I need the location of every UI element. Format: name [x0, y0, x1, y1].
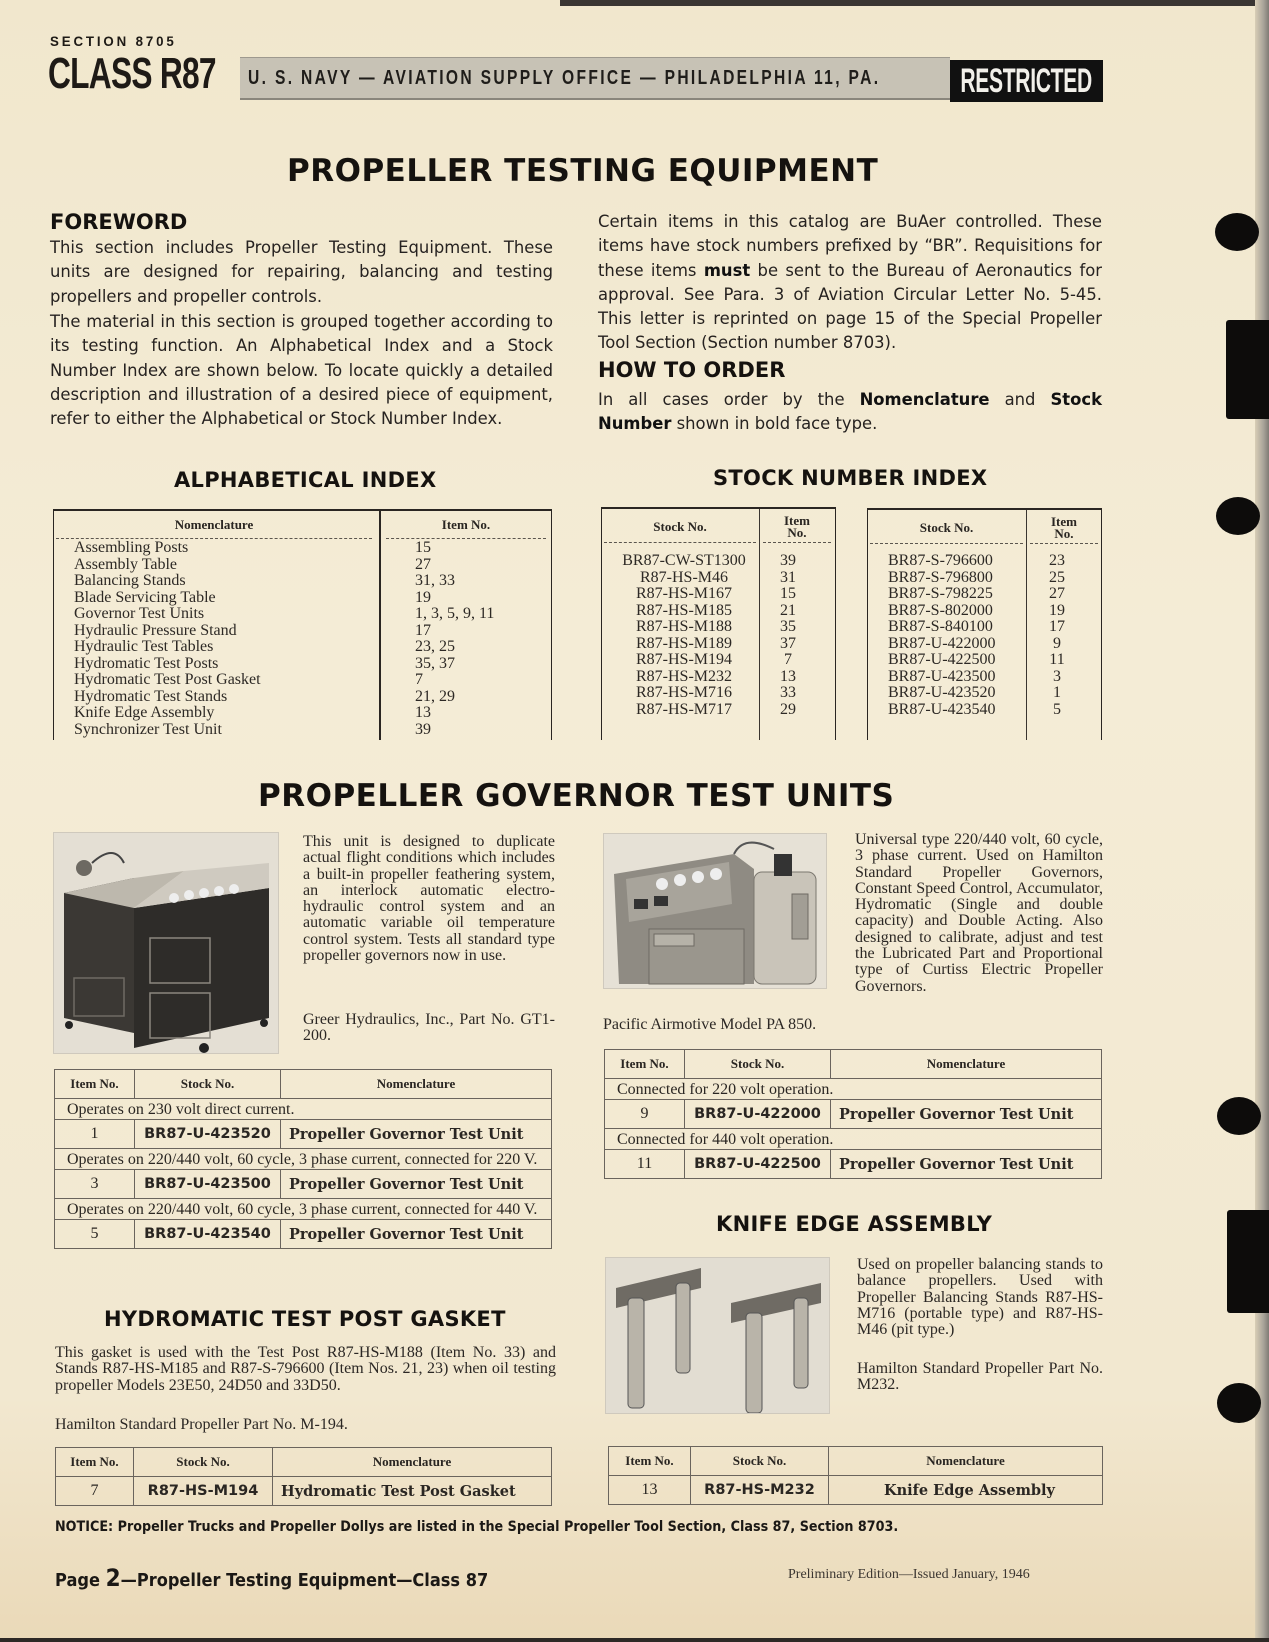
list-item: Assembly Table 27	[74, 555, 431, 573]
restricted-badge	[950, 60, 1103, 102]
table-row: 9 BR87-U-422000 Propeller Governor Test Unit	[605, 1100, 1102, 1129]
table-row: 5 BR87-U-423540 Propeller Governor Test Unit	[55, 1220, 552, 1249]
section-label: SECTION 8705	[50, 33, 177, 49]
col-nomenclature: Nomenclature	[281, 1070, 552, 1099]
gasket-part-number: Hamilton Standard Propeller Part No. M-194.	[55, 1416, 348, 1433]
list-item: R87-HS-M188 35	[635, 618, 796, 635]
col-nomenclature: Nomenclature	[829, 1447, 1103, 1476]
foreword-para-1: This section includes Propeller Testing Equipment. These units are designed for repairing, balancing and testing propellers and propeller controls.	[50, 238, 553, 306]
list-item: R87-HS-M185 21	[635, 601, 796, 619]
stock-col-item: Item No.	[1030, 516, 1098, 544]
stock-col-item: Item No.	[763, 515, 831, 543]
binder-hole-icon	[1216, 497, 1260, 535]
binder-slot-icon	[1227, 1210, 1269, 1313]
pacific-airmotive-photo	[603, 833, 827, 989]
gasket-description: This gasket is used with the Test Post R87-HS-M188 (Item No. 33) and Stands R87-HS-M185 and R87-S-796600 (Item Nos. 21, 23) when oil testing propeller Models 23E50, 24D50 and 33D50.	[55, 1344, 556, 1394]
binder-hole-icon	[1217, 1097, 1261, 1135]
binder-hole-icon	[1215, 213, 1259, 251]
page-number: 2	[105, 1564, 121, 1592]
alphabetical-index-table	[53, 509, 552, 740]
banner-text: U. S. NAVY — AVIATION SUPPLY OFFICE — PHILADELPHIA 11, PA.	[248, 66, 881, 89]
page-title: PROPELLER TESTING EQUIPMENT	[287, 153, 879, 189]
col-stock-no: Stock No.	[685, 1050, 831, 1079]
col-stock-no: Stock No.	[691, 1447, 829, 1476]
pacific-model: Pacific Airmotive Model PA 850.	[603, 1016, 817, 1033]
list-item: BR87-U-423500 3	[888, 667, 1061, 685]
list-item: Hydraulic Test Tables 23, 25	[74, 638, 455, 655]
stock-index-table-right	[867, 508, 1102, 740]
list-item: Assembling Posts 15	[74, 539, 431, 556]
knife-edge-photo	[605, 1257, 830, 1414]
table-row: 11 BR87-U-422500 Propeller Governor Test Unit	[605, 1150, 1102, 1179]
col-item-no: Item No.	[55, 1070, 135, 1099]
gasket-table	[55, 1447, 552, 1506]
list-item: BR87-S-796600 23	[888, 552, 1065, 569]
how-to-order-text: In all cases order by the Nomenclature and Stock Number shown in bold face type.	[598, 390, 1102, 434]
alpha-rows	[74, 540, 494, 738]
list-item: Knife Edge Assembly 13	[74, 704, 431, 721]
list-item: Synchronizer Test Unit 39	[74, 720, 431, 738]
stock-col-stock: Stock No.	[604, 509, 756, 543]
table-row-note: Operates on 220/440 volt, 60 cycle, 3 phase current, connected for 440 V.	[55, 1199, 552, 1220]
table-row: 3 BR87-U-423500 Propeller Governor Test Unit	[55, 1170, 552, 1199]
table-row: 1 BR87-U-423520 Propeller Governor Test Unit	[55, 1120, 552, 1149]
header-banner	[240, 57, 950, 100]
test-bench-illustration-icon	[604, 834, 827, 989]
governor-section-title: PROPELLER GOVERNOR TEST UNITS	[258, 778, 895, 814]
list-item: Hydraulic Pressure Stand 17	[74, 621, 431, 639]
alpha-col-item: Item No.	[386, 517, 546, 539]
stock-rows-right	[888, 553, 1088, 718]
table-row-note: Operates on 220/440 volt, 60 cycle, 3 phase current, connected for 220 V.	[55, 1149, 552, 1170]
notice-text: NOTICE: Propeller Trucks and Propeller Dollys are listed in the Special Propeller Tool Section, Class 87, Section 8703.	[55, 1519, 899, 1535]
knife-edge-title: KNIFE EDGE ASSEMBLY	[716, 1212, 993, 1236]
list-item: BR87-S-840100 17	[888, 618, 1065, 635]
list-item: BR87-U-422500 11	[888, 651, 1065, 668]
col-stock-no: Stock No.	[134, 1448, 273, 1477]
alphabetical-index-title: ALPHABETICAL INDEX	[174, 468, 437, 492]
knife-edge-part-number: Hamilton Standard Propeller Part No. M232.	[857, 1360, 1103, 1394]
must-emphasis: must	[703, 260, 751, 280]
col-nomenclature: Nomenclature	[273, 1448, 552, 1477]
stock-index-title: STOCK NUMBER INDEX	[713, 466, 988, 490]
list-item: R87-HS-M194 7	[635, 651, 792, 668]
foreword-para-2: The material in this section is grouped together according to its testing function. An Alphabetical Index and a Stock Number Index are shown below. To locate quickly a detailed description and illustration of a desired piece of equipment, refer to either the Alphabetical or Stock Number Index.	[50, 312, 553, 429]
knife-edge-illustration-icon	[606, 1258, 830, 1414]
list-item: Balancing Stands 31, 33	[74, 572, 455, 589]
col-item-no: Item No.	[605, 1050, 685, 1079]
binder-slot-icon	[1226, 320, 1269, 419]
binder-hole-icon	[1217, 1383, 1261, 1423]
knife-edge-table	[608, 1446, 1103, 1505]
list-item: BR87-CW-ST1300 39	[622, 552, 796, 569]
footer-page-label: Page 2—Propeller Testing Equipment—Class 87	[55, 1564, 489, 1592]
stock-index-table-left	[601, 507, 836, 740]
list-item: BR87-U-422000 9	[888, 634, 1061, 652]
col-stock-no: Stock No.	[135, 1070, 281, 1099]
gasket-title: HYDROMATIC TEST POST GASKET	[104, 1307, 506, 1331]
list-item: R87-HS-M716 33	[635, 684, 796, 701]
list-item: R87-HS-M717 29	[635, 700, 796, 718]
list-item: Hydromatic Test Posts 35, 37	[74, 654, 455, 672]
list-item: R87-HS-M167 15	[635, 585, 796, 602]
table-row-note: Connected for 440 volt operation.	[605, 1129, 1102, 1150]
list-item: R87-HS-M189 37	[635, 634, 796, 652]
col-item-no: Item No.	[609, 1447, 691, 1476]
pacific-description: Universal type 220/440 volt, 60 cycle, 3 phase current. Used on Hamilton Standard Propeller Governors, Constant Speed Control, Accumulator, Hydromatic (Single and double capacity) and Double Acting. Also designed to calibrate, adjust and test the Lubricated Part and Proportional type of Curtiss Electric Propeller Governors.	[855, 831, 1103, 995]
how-to-order-heading: HOW TO ORDER	[598, 358, 786, 382]
page-bottom-shadow	[0, 1638, 1269, 1642]
foreword-heading: FOREWORD	[50, 210, 188, 234]
stock-col-stock: Stock No.	[870, 510, 1023, 544]
table-row-note: Connected for 220 volt operation.	[605, 1079, 1102, 1100]
list-item: Governor Test Units 1, 3, 5, 9, 11	[74, 605, 495, 622]
buaer-note: Certain items in this catalog are BuAer controlled. These items have stock numbers prefixed by “BR”. Requisitions for these items must be sent to the Bureau of Aeronautics for approval. See Para. 3 of Aviation Circular Letter No. 5-45. This letter is reprinted on page 15 of the Special Propeller Tool Section (Section number 8703).	[598, 212, 1103, 353]
governor-table-right	[604, 1049, 1102, 1179]
list-item: BR87-U-423520 1	[888, 684, 1061, 701]
table-row-note: Operates on 230 volt direct current.	[55, 1099, 552, 1120]
greer-test-unit-photo	[53, 832, 279, 1054]
restricted-label: RESTRICTED	[960, 61, 1093, 100]
governor-table-left	[54, 1069, 552, 1249]
greer-description: This unit is designed to duplicate actual flight conditions which includes a built-in propeller feathering system, an interlock automatic electro-hydraulic control system and an automatic variable oil temperature control system. Tests all standard type propeller governors now in use.	[303, 833, 555, 965]
class-label: CLASS R87	[48, 49, 216, 98]
list-item: Hydromatic Test Stands 21, 29	[74, 687, 455, 705]
col-nomenclature: Nomenclature	[831, 1050, 1102, 1079]
test-unit-illustration-icon	[54, 833, 279, 1054]
alpha-col-nomenclature: Nomenclature	[56, 517, 372, 539]
list-item: BR87-S-802000 19	[888, 601, 1065, 619]
table-row: 7 R87-HS-M194 Hydromatic Test Post Gasket	[56, 1477, 552, 1506]
list-item: R87-HS-M232 13	[635, 667, 796, 685]
list-item: BR87-S-798225 27	[888, 585, 1065, 602]
stock-rows-left	[614, 553, 822, 718]
list-item: R87-HS-M46 31	[639, 568, 796, 586]
list-item: BR87-S-796800 25	[888, 568, 1065, 586]
list-item: Blade Servicing Table 19	[74, 588, 431, 606]
list-item: Hydromatic Test Post Gasket 7	[74, 671, 423, 688]
table-row: 13 R87-HS-M232 Knife Edge Assembly	[609, 1476, 1103, 1505]
footer-edition: Preliminary Edition—Issued January, 1946	[788, 1567, 1030, 1582]
page-top-shadow	[560, 0, 1269, 6]
knife-edge-description: Used on propeller balancing stands to balance propellers. Used with Propeller Balancing Stands R87-HS-M716 (portable type) and R87-HS-M46 (pit type.)	[857, 1256, 1103, 1339]
col-item-no: Item No.	[56, 1448, 134, 1477]
list-item: BR87-U-423540 5	[888, 700, 1061, 718]
greer-part-number: Greer Hydraulics, Inc., Part No. GT1-200.	[303, 1011, 555, 1045]
